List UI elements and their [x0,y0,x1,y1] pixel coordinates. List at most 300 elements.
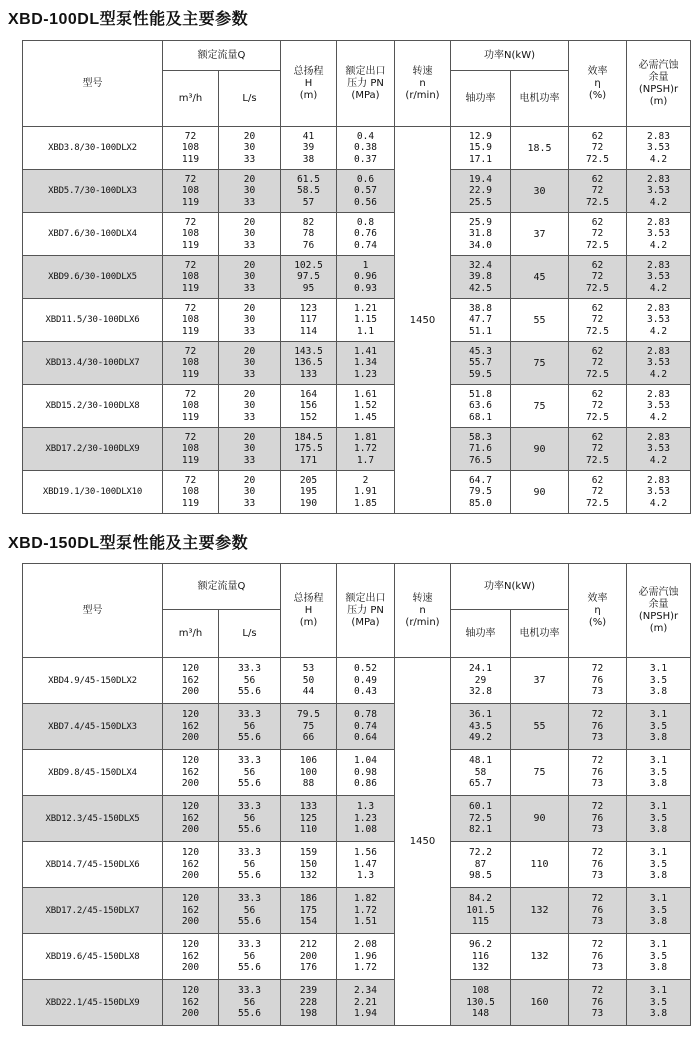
flow-m3h-cell-line: 72 [184,474,197,486]
pressure-cell [337,385,395,428]
head-cell-line: 212 [299,939,318,951]
efficiency-cell [569,888,627,934]
col-pressure-header-line: (MPa) [351,616,380,628]
flow-m3h-cell-line: 108 [181,400,200,412]
npsh-cell-line: 3.5 [649,950,668,962]
pressure-cell [337,127,395,170]
npsh-cell-line: 3.1 [649,755,668,767]
pressure-cell [337,750,395,796]
pressure-cell-line: 1.72 [354,962,377,974]
efficiency-cell-line: 72 [591,486,604,498]
shaft-power-cell-line: 34.0 [469,239,492,251]
motor-power-cell: 45 [511,256,569,299]
pressure-cell [337,934,395,980]
pressure-cell-line: 1.94 [354,1008,377,1020]
shaft-power-cell-line: 36.1 [469,709,492,721]
head-cell-line: 132 [299,870,318,882]
shaft-power-cell-line: 48.1 [469,755,492,767]
npsh-cell [627,385,691,428]
flow-ls-cell [219,704,281,750]
npsh-cell-line: 3.53 [647,142,670,154]
npsh-cell-line: 4.2 [649,411,668,423]
npsh-cell-line: 4.2 [649,454,668,466]
col-power-header: 功率N(kW) [451,41,569,71]
table-row [23,342,691,385]
shaft-power-cell-line: 85.0 [469,497,492,509]
head-cell-line: 44 [302,686,315,698]
shaft-power-cell [451,385,511,428]
efficiency-cell-line: 72 [591,939,604,951]
model-cell: XBD22.1/45-150DLX9 [23,980,163,1026]
head-cell-line: 152 [299,411,318,423]
model-cell: XBD7.6/30-100DLX4 [23,213,163,256]
flow-m3h-cell-line: 119 [181,411,200,423]
head-cell-line: 57 [302,196,315,208]
npsh-cell-line: 3.8 [649,870,668,882]
flow-ls-cell-line: 56 [243,996,256,1008]
flow-m3h-cell [163,980,219,1026]
efficiency-cell-line: 76 [591,720,604,732]
model-cell: XBD19.1/30-100DLX10 [23,471,163,514]
flow-ls-cell-line: 56 [243,812,256,824]
flow-m3h-cell-line: 162 [181,720,200,732]
head-cell [281,256,337,299]
efficiency-cell-line: 72.5 [586,325,609,337]
shaft-power-cell-line: 49.2 [469,732,492,744]
flow-ls-cell [219,842,281,888]
npsh-cell-line: 2.83 [647,431,670,443]
npsh-cell-line: 3.1 [649,663,668,675]
pressure-cell-line: 1.81 [354,431,377,443]
col-shaft-power-header: 轴功率 [451,610,511,658]
flow-ls-cell-line: 30 [243,185,256,197]
table-1-title: XBD-100DL型泵性能及主要参数 [8,11,249,28]
efficiency-cell [569,796,627,842]
efficiency-cell-line: 62 [591,130,604,142]
flow-m3h-cell-line: 162 [181,766,200,778]
flow-ls-cell-line: 56 [243,858,256,870]
col-speed-header-line: n [419,604,426,616]
col-motor-power-header: 电机功率 [511,71,569,127]
npsh-cell-line: 3.5 [649,904,668,916]
motor-power-cell: 90 [511,471,569,514]
head-cell-line: 154 [299,916,318,928]
flow-ls-cell [219,299,281,342]
motor-power-cell: 90 [511,796,569,842]
npsh-cell-line: 3.53 [647,400,670,412]
flow-ls-cell-line: 30 [243,400,256,412]
col-speed-header-line: n [419,77,426,89]
head-cell-line: 239 [299,985,318,997]
npsh-cell-line: 3.8 [649,1008,668,1020]
shaft-power-cell-line: 47.7 [469,314,492,326]
col-npsh-header-line: (NPSH)r [638,610,679,622]
shaft-power-cell [451,299,511,342]
col-flow-m3h-header: m³/h [163,71,219,127]
table-row [23,796,691,842]
motor-power-cell: 90 [511,428,569,471]
npsh-cell-line: 3.53 [647,486,670,498]
pressure-cell-line: 2 [362,474,369,486]
flow-m3h-cell-line: 72 [184,216,197,228]
flow-ls-cell-line: 55.6 [238,916,261,928]
head-cell [281,934,337,980]
col-pressure-header [337,564,395,658]
flow-ls-cell [219,213,281,256]
flow-ls-cell-line: 20 [243,474,256,486]
motor-power-cell: 75 [511,750,569,796]
pressure-cell [337,170,395,213]
col-speed-header-line: 转速 [412,592,433,604]
flow-m3h-cell-line: 119 [181,239,200,251]
pressure-cell [337,299,395,342]
npsh-cell [627,127,691,170]
pressure-cell-line: 1.41 [354,345,377,357]
flow-ls-cell-line: 33 [243,239,256,251]
flow-ls-cell-line: 30 [243,486,256,498]
shaft-power-cell-line: 132 [471,962,490,974]
pressure-cell [337,342,395,385]
efficiency-cell-line: 72 [591,663,604,675]
head-cell-line: 53 [302,663,315,675]
npsh-cell-line: 3.8 [649,732,668,744]
head-cell-line: 171 [299,454,318,466]
flow-ls-cell-line: 56 [243,720,256,732]
pressure-cell-line: 1.23 [354,368,377,380]
flow-ls-cell-line: 20 [243,431,256,443]
table-row [23,170,691,213]
head-cell [281,980,337,1026]
pressure-cell [337,213,395,256]
npsh-cell [627,842,691,888]
pump-spec-table-100dl [22,40,691,514]
efficiency-cell [569,170,627,213]
pressure-cell-line: 0.78 [354,709,377,721]
efficiency-cell-line: 72.5 [586,239,609,251]
shaft-power-cell-line: 116 [471,950,490,962]
flow-m3h-cell-line: 108 [181,228,200,240]
efficiency-cell-line: 72 [591,314,604,326]
flow-m3h-cell-line: 108 [181,443,200,455]
npsh-cell [627,750,691,796]
flow-m3h-cell-line: 119 [181,497,200,509]
efficiency-cell-line: 72.5 [586,454,609,466]
pressure-cell-line: 0.38 [354,142,377,154]
flow-m3h-cell-line: 200 [181,686,200,698]
flow-ls-cell-line: 56 [243,674,256,686]
flow-ls-cell-line: 55.6 [238,962,261,974]
pressure-cell [337,842,395,888]
head-cell-line: 164 [299,388,318,400]
npsh-cell-line: 2.83 [647,388,670,400]
head-cell-line: 184.5 [294,431,323,443]
npsh-cell-line: 2.83 [647,173,670,185]
flow-ls-cell [219,428,281,471]
motor-power-cell: 160 [511,980,569,1026]
flow-ls-cell-line: 33.3 [238,663,261,675]
shaft-power-cell [451,428,511,471]
efficiency-cell-line: 62 [591,431,604,443]
shaft-power-cell-line: 38.8 [469,302,492,314]
pressure-cell-line: 0.93 [354,282,377,294]
pressure-cell [337,704,395,750]
head-cell [281,428,337,471]
pressure-cell-line: 1.7 [356,454,375,466]
efficiency-cell-line: 76 [591,674,604,686]
head-cell-line: 58.5 [297,185,320,197]
shaft-power-cell [451,888,511,934]
flow-m3h-cell [163,428,219,471]
efficiency-cell-line: 73 [591,732,604,744]
motor-power-cell: 37 [511,658,569,704]
col-npsh-header [627,41,691,127]
npsh-cell [627,934,691,980]
model-cell: XBD9.8/45-150DLX4 [23,750,163,796]
head-cell [281,127,337,170]
pressure-cell-line: 0.56 [354,196,377,208]
pressure-cell-line: 1.04 [354,755,377,767]
flow-ls-cell [219,256,281,299]
flow-m3h-cell [163,750,219,796]
efficiency-cell-line: 62 [591,302,604,314]
flow-m3h-cell-line: 108 [181,271,200,283]
pressure-cell-line: 1.23 [354,812,377,824]
flow-ls-cell-line: 55.6 [238,824,261,836]
table-row [23,888,691,934]
motor-power-cell: 55 [511,704,569,750]
shaft-power-cell [451,658,511,704]
npsh-cell [627,888,691,934]
flow-m3h-cell-line: 120 [181,663,200,675]
model-cell: XBD5.7/30-100DLX3 [23,170,163,213]
head-cell-line: 88 [302,778,315,790]
speed-cell: 1450 [395,658,451,1026]
model-cell: XBD17.2/45-150DLX7 [23,888,163,934]
pressure-cell-line: 0.98 [354,766,377,778]
efficiency-cell-line: 76 [591,858,604,870]
efficiency-cell-line: 72 [591,185,604,197]
npsh-cell-line: 3.8 [649,916,668,928]
model-cell: XBD13.4/30-100DLX7 [23,342,163,385]
table-row [23,428,691,471]
flow-ls-cell-line: 20 [243,173,256,185]
flow-ls-cell [219,471,281,514]
flow-ls-cell-line: 33.3 [238,893,261,905]
pressure-cell-line: 1.3 [356,870,375,882]
flow-m3h-cell [163,256,219,299]
flow-m3h-cell-line: 120 [181,847,200,859]
shaft-power-cell-line: 12.9 [469,130,492,142]
efficiency-cell [569,980,627,1026]
head-cell-line: 205 [299,474,318,486]
pressure-cell-line: 0.74 [354,239,377,251]
col-flow-ls-header: L/s [219,71,281,127]
col-npsh-header-line: (m) [649,622,668,634]
npsh-cell [627,658,691,704]
flow-m3h-cell-line: 108 [181,314,200,326]
col-head-header-line: H [304,77,313,89]
shaft-power-cell-line: 63.6 [469,400,492,412]
head-cell-line: 133 [299,801,318,813]
npsh-cell-line: 3.53 [647,314,670,326]
col-flow-m3h-header: m³/h [163,610,219,658]
head-cell-line: 143.5 [294,345,323,357]
shaft-power-cell-line: 25.5 [469,196,492,208]
head-cell-line: 133 [299,368,318,380]
npsh-cell-line: 3.53 [647,185,670,197]
motor-power-cell: 30 [511,170,569,213]
npsh-cell-line: 3.8 [649,686,668,698]
shaft-power-cell-line: 58 [474,766,487,778]
col-pressure-header [337,41,395,127]
npsh-cell-line: 3.5 [649,720,668,732]
flow-m3h-cell-line: 200 [181,962,200,974]
flow-ls-cell [219,170,281,213]
npsh-cell-line: 3.1 [649,893,668,905]
flow-ls-cell-line: 30 [243,271,256,283]
flow-ls-cell [219,127,281,170]
model-cell: XBD15.2/30-100DLX8 [23,385,163,428]
model-cell: XBD17.2/30-100DLX9 [23,428,163,471]
efficiency-cell-line: 72.5 [586,196,609,208]
head-cell-line: 186 [299,893,318,905]
col-npsh-header-line: (m) [649,95,668,107]
head-cell-line: 114 [299,325,318,337]
efficiency-cell-line: 72 [591,443,604,455]
flow-m3h-cell-line: 72 [184,431,197,443]
col-pressure-header-line: 额定出口 [345,65,386,77]
head-cell-line: 123 [299,302,318,314]
shaft-power-cell-line: 25.9 [469,216,492,228]
shaft-power-cell-line: 71.6 [469,443,492,455]
shaft-power-cell [451,796,511,842]
shaft-power-cell-line: 72.5 [469,812,492,824]
col-speed-header-line: 转速 [412,65,433,77]
shaft-power-cell-line: 148 [471,1008,490,1020]
npsh-cell-line: 2.83 [647,302,670,314]
head-cell-line: 50 [302,674,315,686]
efficiency-cell-line: 73 [591,1008,604,1020]
npsh-cell-line: 3.1 [649,939,668,951]
head-cell-line: 97.5 [297,271,320,283]
pressure-cell-line: 1.85 [354,497,377,509]
pressure-cell-line: 1.96 [354,950,377,962]
pressure-cell-line: 0.64 [354,732,377,744]
npsh-cell-line: 3.5 [649,812,668,824]
col-speed-header-line: (r/min) [405,616,440,628]
shaft-power-cell-line: 43.5 [469,720,492,732]
efficiency-cell [569,471,627,514]
pressure-cell-line: 0.43 [354,686,377,698]
flow-ls-cell-line: 55.6 [238,1008,261,1020]
table-row [23,842,691,888]
pressure-cell-line: 0.57 [354,185,377,197]
npsh-cell [627,299,691,342]
pressure-cell-line: 1.47 [354,858,377,870]
npsh-cell-line: 4.2 [649,325,668,337]
flow-m3h-cell-line: 120 [181,709,200,721]
shaft-power-cell [451,256,511,299]
flow-m3h-cell-line: 119 [181,282,200,294]
npsh-cell-line: 3.1 [649,801,668,813]
col-flow-ls-header: L/s [219,610,281,658]
npsh-cell-line: 3.53 [647,357,670,369]
flow-ls-cell-line: 55.6 [238,686,261,698]
flow-ls-cell-line: 20 [243,345,256,357]
flow-m3h-cell [163,127,219,170]
flow-ls-cell-line: 33.3 [238,985,261,997]
efficiency-cell [569,385,627,428]
head-cell-line: 100 [299,766,318,778]
flow-ls-cell-line: 33 [243,153,256,165]
flow-m3h-cell-line: 108 [181,185,200,197]
flow-ls-cell [219,385,281,428]
flow-ls-cell-line: 56 [243,904,256,916]
head-cell-line: 190 [299,497,318,509]
shaft-power-cell [451,842,511,888]
npsh-cell-line: 3.1 [649,985,668,997]
head-cell [281,842,337,888]
pressure-cell [337,471,395,514]
header-row [23,41,691,71]
head-cell-line: 195 [299,486,318,498]
npsh-cell [627,342,691,385]
shaft-power-cell-line: 115 [471,916,490,928]
efficiency-cell-line: 76 [591,996,604,1008]
flow-ls-cell-line: 30 [243,357,256,369]
col-speed-header [395,564,451,658]
flow-ls-cell-line: 55.6 [238,732,261,744]
flow-ls-cell [219,342,281,385]
flow-m3h-cell-line: 119 [181,196,200,208]
head-cell-line: 136.5 [294,357,323,369]
col-pressure-header-line: 压力 PN [347,77,384,89]
flow-m3h-cell-line: 72 [184,388,197,400]
efficiency-cell-line: 62 [591,173,604,185]
flow-ls-cell-line: 55.6 [238,870,261,882]
npsh-cell-line: 4.2 [649,368,668,380]
flow-m3h-cell-line: 200 [181,732,200,744]
table-row [23,750,691,796]
flow-m3h-cell-line: 108 [181,357,200,369]
shaft-power-cell-line: 68.1 [469,411,492,423]
flow-m3h-cell [163,704,219,750]
head-cell-line: 39 [302,142,315,154]
flow-m3h-cell-line: 200 [181,1008,200,1020]
flow-m3h-cell-line: 119 [181,454,200,466]
efficiency-cell-line: 72 [591,142,604,154]
flow-ls-cell-line: 30 [243,314,256,326]
head-cell-line: 102.5 [294,259,323,271]
flow-m3h-cell-line: 120 [181,985,200,997]
pressure-cell-line: 1.56 [354,847,377,859]
flow-ls-cell [219,658,281,704]
shaft-power-cell-line: 31.8 [469,228,492,240]
pressure-cell-line: 0.4 [356,130,375,142]
flow-ls-cell-line: 33 [243,454,256,466]
shaft-power-cell [451,342,511,385]
head-cell [281,796,337,842]
head-cell-line: 38 [302,153,315,165]
col-speed-header [395,41,451,127]
pressure-cell-line: 1.61 [354,388,377,400]
npsh-cell-line: 3.8 [649,824,668,836]
shaft-power-cell [451,750,511,796]
pressure-cell [337,796,395,842]
efficiency-cell-line: 73 [591,686,604,698]
col-shaft-power-header: 轴功率 [451,71,511,127]
shaft-power-cell-line: 98.5 [469,870,492,882]
